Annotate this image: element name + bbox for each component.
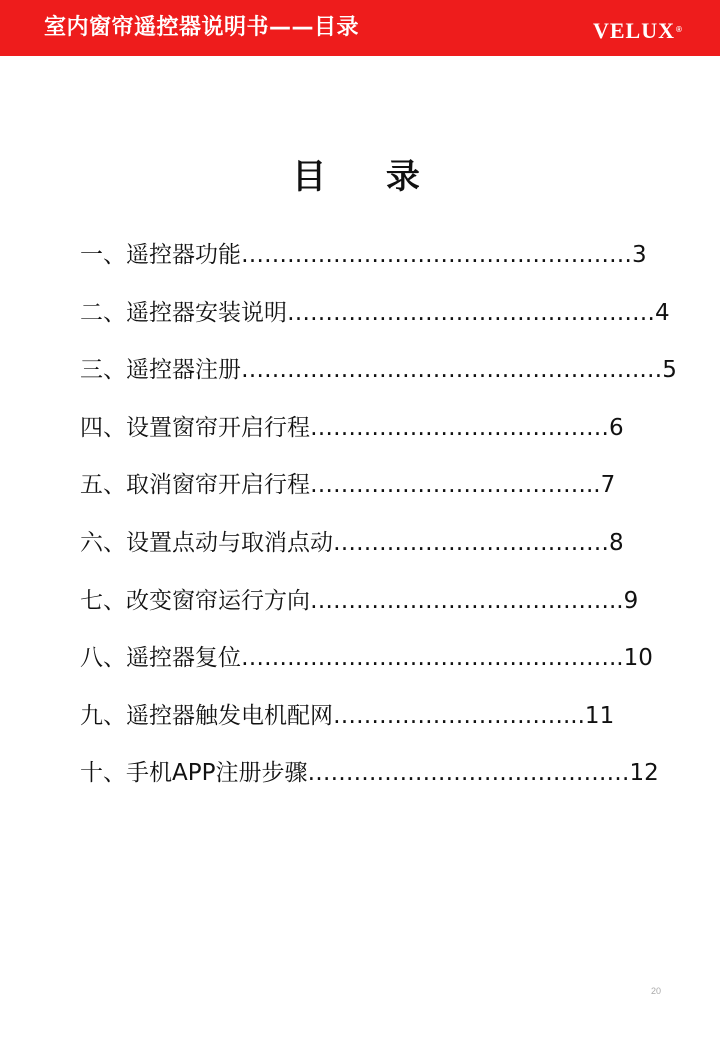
toc-entry-text: 六、设置点动与取消点动………………………………8 (80, 529, 624, 556)
toc-entry-text: 一、遥控器功能……………………………………………3 (80, 242, 647, 268)
toc-entry (80, 755, 659, 813)
toc-heading: 目 录 (292, 157, 444, 197)
registered-mark: ® (676, 25, 682, 34)
header-bar (0, 0, 720, 56)
toc-entry (80, 525, 624, 583)
toc-entry-text: 二、遥控器安装说明…………………………………………4 (80, 299, 670, 326)
toc-entry-text: 七、改变窗帘运行方向…………………………………..9 (80, 587, 639, 614)
toc-entry (80, 640, 653, 698)
table-of-contents (80, 237, 677, 813)
brand-name: VELUX (593, 18, 676, 43)
toc-entry (80, 583, 639, 641)
toc-entry (80, 295, 670, 353)
toc-entry-text: 四、设置窗帘开启行程…………………………………6 (80, 414, 624, 441)
toc-entry (80, 698, 620, 756)
toc-entry (80, 410, 624, 468)
toc-entry (80, 467, 620, 525)
toc-entry-text: 五、取消窗帘开启行程………………………………..7 (80, 472, 616, 499)
page-number: 20 (651, 986, 662, 996)
toc-entry (80, 237, 647, 295)
toc-entry-text: 三、遥控器注册…………………………………………….…5 (80, 357, 677, 384)
brand-logo (593, 17, 682, 44)
document-title: 室内窗帘遥控器说明书——目录 (44, 15, 360, 40)
toc-entry (80, 352, 677, 410)
toc-entry-text: 十、手机APP注册步骤……………………………………12 (80, 760, 659, 787)
toc-entry-text: 八、遥控器复位…………………………………………..10 (80, 645, 653, 672)
toc-entry-text: 九、遥控器触发电机配网…………………………...11 (80, 702, 615, 729)
